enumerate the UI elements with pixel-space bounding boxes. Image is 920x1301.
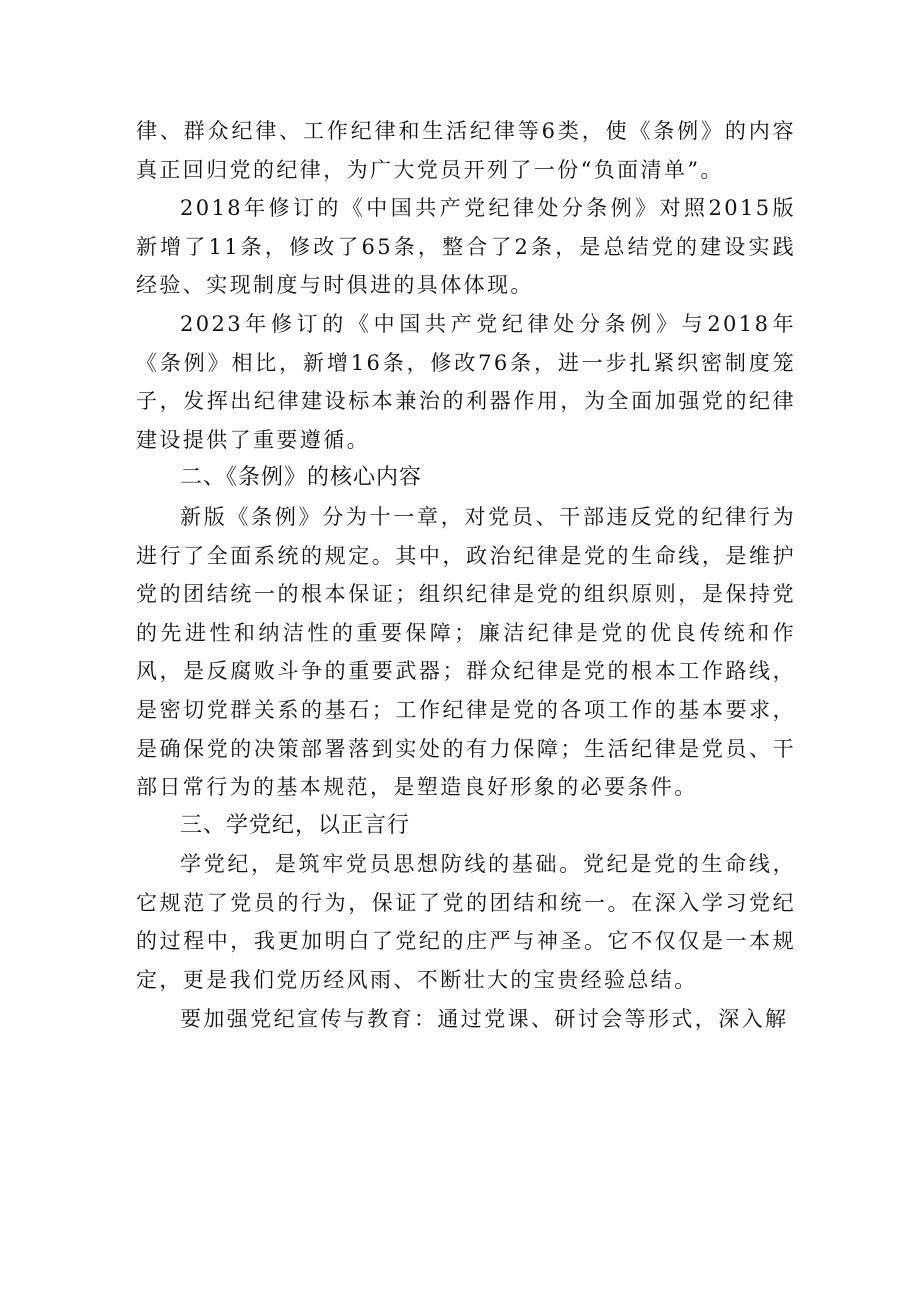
section-heading-2: 二、《条例》的核心内容: [180, 465, 423, 491]
paragraph-3: 2023年修订的《中国共产党纪律处分条例》与2018年《条例》相比，新增16条，修改76条，进一步扎紧织密制度笼子，发挥出纪律建设标本兼治的利器作用，为全面加强党的纪律建设提供了重要遵循。: [136, 311, 796, 452]
paragraph-6: 要加强党纪宣传与教育：通过党课、研讨会等形式，深入解: [180, 1006, 789, 1031]
paragraph-1: 律、群众纪律、工作纪律和生活纪律等6类，使《条例》的内容真正回归党的纪律，为广大党员开列了一份“负面清单”。: [136, 119, 796, 182]
document-body: [136, 112, 796, 1038]
paragraph-5: 学党纪，是筑牢党员思想防线的基础。党纪是党的生命线，它规范了党员的行为，保证了党的团结和统一。在深入学习党纪的过程中，我更加明白了党纪的庄严与神圣。它不仅仅是一本规定，更是我们党历经风雨、不断壮大的宝贵经验总结。: [136, 852, 796, 993]
section-heading-3: 三、学党纪，以正言行: [180, 812, 411, 838]
paragraph-4: 新版《条例》分为十一章，对党员、干部违反党的纪律行为进行了全面系统的规定。其中，政治纪律是党的生命线，是维护党的团结统一的根本保证；组织纪律是党的组织原则，是保持党的先进性和纳洁性的重要保障；廉洁纪律是党的优良传统和作风，是反腐败斗争的重要武器；群众纪律是党的根本工作路线，是密切党群关系的基石；工作纪律是党的各项工作的基本要求，是确保党的决策部署落到实处的有力保障；生活纪律是党员、干部日常行为的基本规范，是塑造良好形象的必要条件。: [136, 504, 796, 800]
paragraph-2: 2018年修订的《中国共产党纪律处分条例》对照2015版新增了11条，修改了65条，整合了2条，是总结党的建设实践经验、实现制度与时俱进的具体体现。: [136, 196, 796, 298]
